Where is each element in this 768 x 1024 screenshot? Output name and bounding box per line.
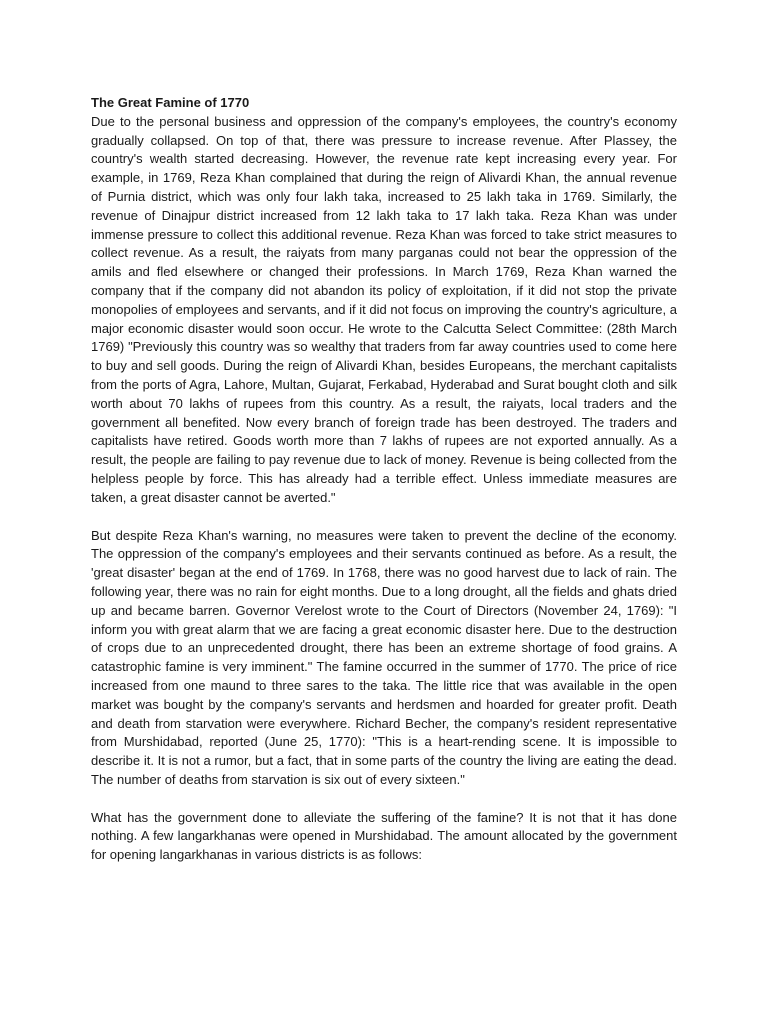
- paragraph-2: But despite Reza Khan's warning, no measures were taken to prevent the decline of the economy. The oppression of the company's employees and their servants continued as before. As a result, the 'great disaster' began at the end of 1769. In 1768, there was no good harvest due to lack of rain. The following year, there was no rain for eight months. Due to a long drought, all the fields and ghats dried up and became barren. Governor Verelost wrote to the Court of Directors (November 24, 1769): "I inform you with great alarm that we are facing a great economic disaster here. Due to the destruction of crops due to an unprecedented drought, there has been an extreme shortage of food grains. A catastrophic famine is very imminent." The famine occurred in the summer of 1770. The price of rice increased from one maund to three sares to the taka. The little rice that was available in the open market was bought by the company's servants and herdsmen and hoarded for greater profit. Death and death from starvation were everywhere. Richard Becher, the company's resident representative from Murshidabad, reported (June 25, 1770): "This is a heart-rending scene. It is impossible to describe it. It is not a rumor, but a fact, that in some parts of the country the living are eating the dead. The number of deaths from starvation is six out of every sixteen.": [91, 527, 677, 787]
- document-title: The Great Famine of 1770: [91, 95, 250, 110]
- paragraph-gap: [91, 790, 677, 809]
- document-page: [91, 94, 677, 865]
- paragraph-1: Due to the personal business and oppression of the company's employees, the country's economy gradually collapsed. On top of that, there was pressure to increase revenue. After Plassey, the country's wealth started decreasing. However, the revenue rate kept increasing every year. For example, in 1769, Reza Khan complained that during the reign of Alivardi Khan, the annual revenue of Purnia district, which was only four lakh taka, increased to 25 lakh taka in 1769. Similarly, the revenue of Dinajpur district increased from 12 lakh taka to 17 lakh taka. Reza Khan was under immense pressure to collect this additional revenue. Reza Khan was forced to take strict measures to collect revenue. As a result, the raiyats from many parganas could not bear the oppression of the amils and fled elsewhere or changed their professions. In March 1769, Reza Khan warned the company that if the company did not abandon its policy of exploitation, if it did not stop the private monopolies of employees and servants, and if it did not focus on improving the country's agriculture, a major economic disaster would soon occur. He wrote to the Calcutta Select Committee: (28th March 1769) "Previously this country was so wealthy that traders from far away countries used to come here to buy and sell goods. During the reign of Alivardi Khan, besides Europeans, the merchant capitalists from the ports of Agra, Lahore, Multan, Gujarat, Ferkabad, Hyderabad and Surat bought cloth and silk worth about 70 lakhs of rupees from this country. As a result, the raiyats, local traders and the government all benefited. Now every branch of foreign trade has been destroyed. The traders and capitalists have retired. Goods worth more than 7 lakhs of rupees are not exported annually. As a result, the people are failing to pay revenue due to lack of money. Revenue is being collected from the helpless people by force. This has already had a terrible effect. Unless immediate measures are taken, a great disaster cannot be averted.": [91, 113, 677, 505]
- paragraph-3: What has the government done to alleviate the suffering of the famine? It is not that it has done nothing. A few langarkhanas were opened in Murshidabad. The amount allocated by the government for opening langarkhanas in various districts is as follows:: [91, 809, 677, 863]
- paragraph-gap: [91, 508, 677, 527]
